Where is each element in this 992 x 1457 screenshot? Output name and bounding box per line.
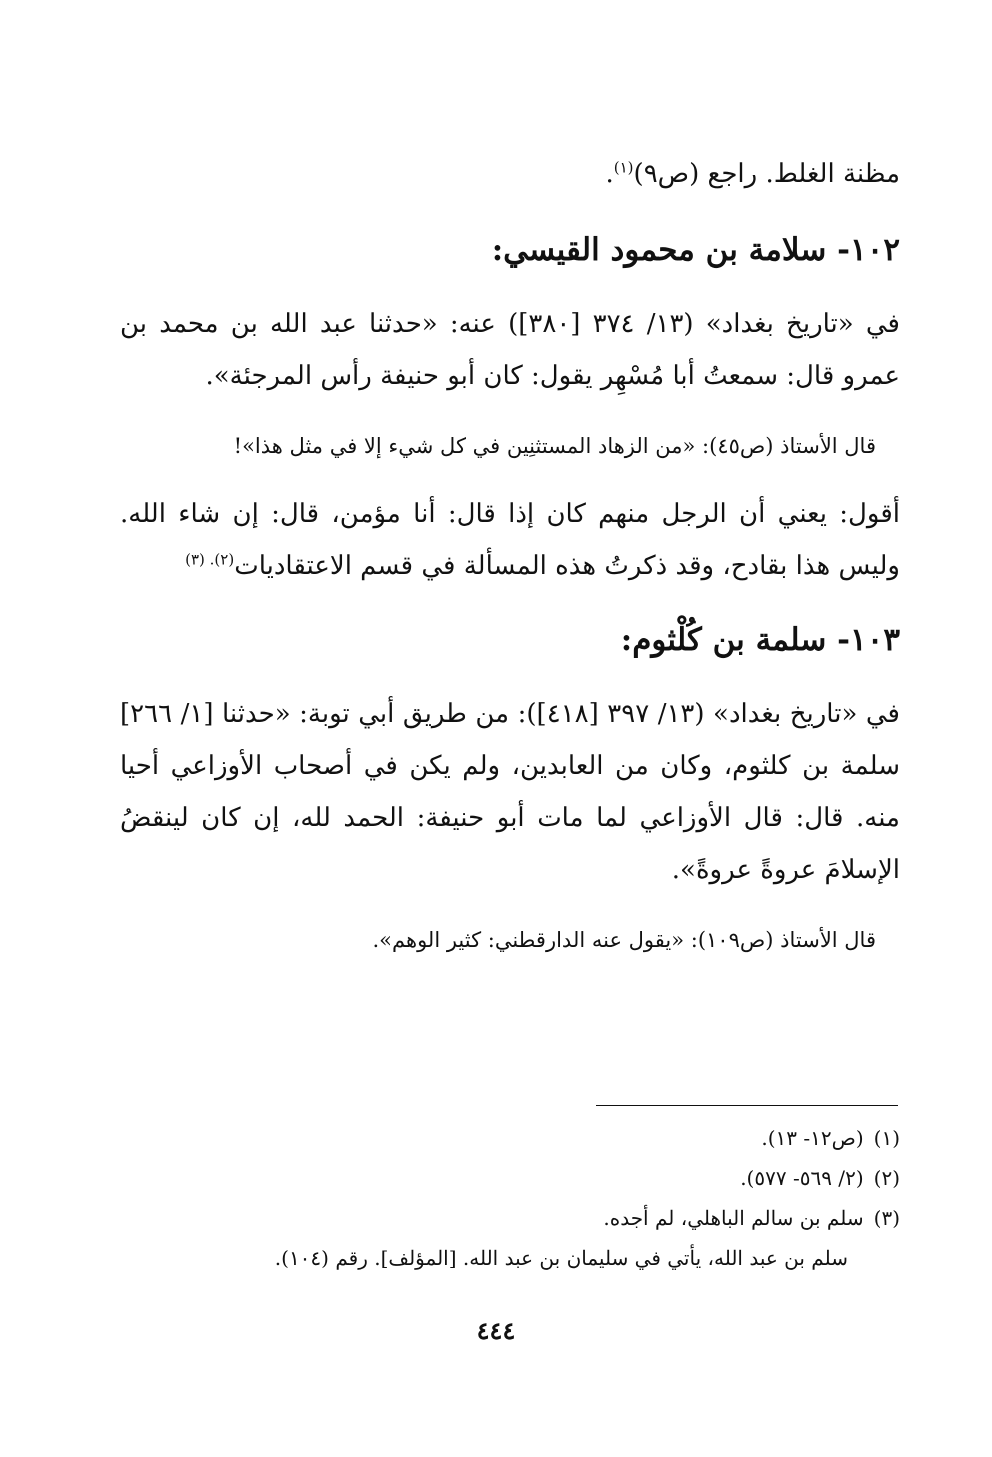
footnote-text: (ص١٢- ١٣). [761, 1126, 864, 1150]
footnotes [120, 1118, 900, 1278]
footnote-item [120, 1118, 900, 1158]
footnote-number: (١) [873, 1126, 900, 1150]
entry-paragraph: في «تاريخ بغداد» (١٣/ ٣٩٧ [٤١٨]): من طريق أبي توبة: «حدثنا [١/ ٢٦٦] سلمة بن كلثوم، وكان من العابدين، ولم يكن في أصحاب الأوزاعي أحيا منه. قال: قال الأوزاعي لما مات أبو حنيفة: الحمد لله، إن كان لينقضُ الإسلامَ عروةً عروةً». [120, 699, 900, 885]
page-body [120, 148, 900, 982]
ustadh-quote: قال الأستاذ (ص١٠٩): «يقول عنه الدارقطني: كثير الوهم». [372, 928, 876, 952]
text-line-body: مظنة الغلط. راجع (ص٩) [633, 159, 900, 189]
footnote-number: (٣) [873, 1206, 900, 1230]
footnote-ref: (١) [613, 158, 634, 177]
reply-text: أقول: يعني أن الرجل منهم كان إذا قال: أنا مؤمن، قال: إن شاء الله. وليس هذا بقادح، وقد ذكرتُ هذه المسألة في قسم الاعتقاديات [120, 499, 900, 581]
footnote-item [120, 1198, 900, 1238]
footnote-item [120, 1158, 900, 1198]
footnote-text: (٢/ ٥٦٩- ٥٧٧). [740, 1166, 864, 1190]
entry-heading: ١٠٢- سلامة بن محمود القيسي: [491, 232, 900, 268]
entry-heading: ١٠٣- سلمة بن كُلْثوم: [620, 622, 900, 658]
ustadh-quote: قال الأستاذ (ص٤٥): «من الزهاد المستثنِين في كل شيء إلا في مثل هذا»! [233, 434, 876, 458]
footnote-ref: (٢). (٣) [185, 550, 235, 569]
page-number: ٤٤٤ [476, 1316, 516, 1345]
reply-paragraph [120, 488, 900, 592]
entry-paragraph: في «تاريخ بغداد» (١٣/ ٣٧٤ [٣٨٠]) عنه: «حدثنا عبد الله بن محمد بن عمرو قال: سمعتُ أبا مُسْهِر يقول: كان أبو حنيفة رأس المرجئة». [120, 309, 900, 391]
footnote-continuation: سلم بن عبد الله، يأتي في سليمان بن عبد الله. [المؤلف]. رقم (١٠٤). [274, 1246, 848, 1270]
footnote-divider [596, 1105, 898, 1106]
footnote-number: (٢) [873, 1166, 900, 1190]
text-line: مظنة الغلط. راجع (ص٩)$^{(١)}$. [605, 158, 900, 189]
footnote-text: سلم بن سالم الباهلي، لم أجده. [603, 1206, 864, 1230]
